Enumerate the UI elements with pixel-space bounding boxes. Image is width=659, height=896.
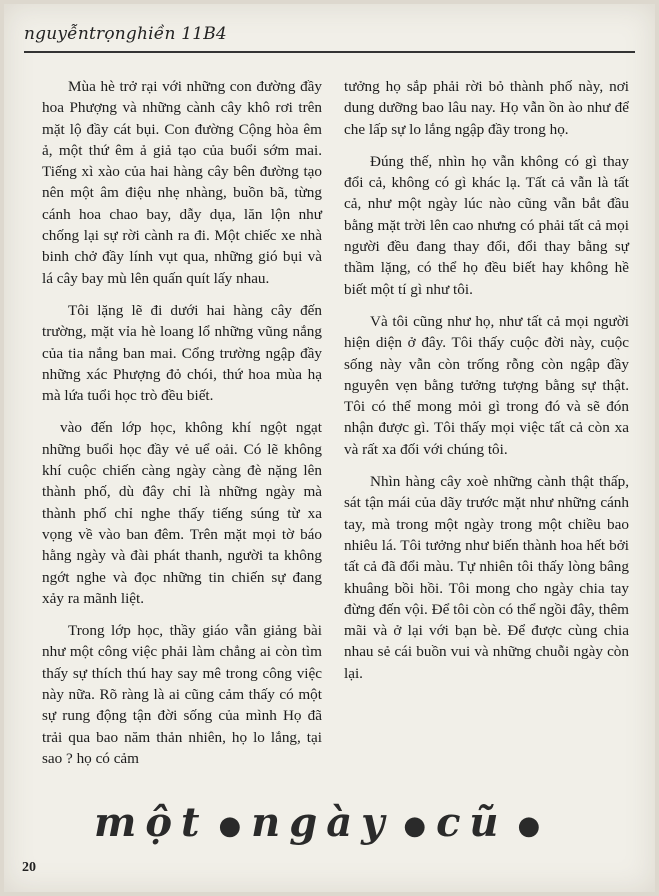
paragraph: Tôi lặng lẽ đi dưới hai hàng cây đến trường, mặt vỉa hè loang lổ những vũng nắng của tia nắng ban mai. Cổng trường ngập đầy những xác Phượng đỏ chói, thứ hoa mùa hạ mà lứa tuổi học trò đều biết. xyxy=(42,301,322,405)
page-number: 20 xyxy=(22,860,36,875)
author-header: nguyễntrọnghiền 11B4 xyxy=(24,24,227,44)
paragraph: Đúng thế, nhìn họ vẫn không có gì thay đổi cả, không có gì khác lạ. Tất cả vẫn là tất cả, như một ngày lúc nào cũng vẫn bắt đầu bằng mặt trời lên cao nhưng có phải tất cả mọi người đều đang thay đổi, đổi thay bằng sự thầm lặng, có thể họ đều biết hay không hề biết một tí gì như tôi. xyxy=(344,152,629,298)
bullet-separator: ● xyxy=(403,811,427,841)
paragraph: tưởng họ sắp phải rời bỏ thành phố này, nơi dung dưỡng bao lâu nay. Họ vẫn ồn ào như để che lấp sự lo lắng ngập đầy trong họ. xyxy=(344,78,629,138)
paragraph: Trong lớp học, thầy giáo vẫn giảng bài như một công việc phải làm chẳng ai còn tìm thấy sự thích thú hay say mê trong công việc này nữa. Rõ ràng là ai cũng cảm thấy có một sự rung động tận đời sống của mình Họ đã trải qua bao năm thản nhiên, họ lo lắng, tại sao ? họ có cảm xyxy=(42,622,322,767)
bullet-separator: ● xyxy=(517,811,541,841)
story-title xyxy=(94,799,550,846)
magazine-page xyxy=(4,4,655,892)
title-word: ngày xyxy=(251,799,394,846)
left-column xyxy=(42,76,322,780)
header-rule xyxy=(24,51,635,53)
paragraph: Và tôi cũng như họ, như tất cả mọi người hiện diện ở đây. Tôi thấy cuộc đời này, cuộc sống này vẫn còn trống rỗng còn ngập đầy nguyên vẹn bằng tưởng tượng bằng sự thật. Tôi có thể mong mỏi gì trong đó và sẽ đón nhận được gì. Tôi thấy mọi việc tất cả còn xa và rất xa đối với chúng tôi. xyxy=(344,312,629,458)
paragraph: Nhìn hàng cây xoè những cành thật thấp, sát tận mái của dãy trước mặt như những cánh tay, mà trong một ngày trong một chiều bao nhiêu lá. Tôi tưởng như biến thành hoa hết bởi tất cả đã đổi màu. Tự nhiên tôi thấy lòng bâng khuâng bồi hồi. Tôi mong cho ngày chia tay đừng đến vội. Để tôi còn có thể ngồi đây, thêm mãi và ở lại với bạn bè. Để được cùng chia nhau sẻ cái buồn vui và những chuỗi ngày còn lại. xyxy=(344,473,629,682)
bullet-separator: ● xyxy=(218,811,242,841)
right-column xyxy=(344,76,629,695)
title-word: một xyxy=(94,799,209,846)
title-word: cũ xyxy=(436,799,508,846)
paragraph: Mùa hè trở rại với những con đường đầy hoa Phượng và những cành cây khô rơi trên mặt lộ đầy cát bụi. Con đường Cộng hòa êm ả, một thứ êm ả giả tạo của buổi sớm mai. Tiếng xì xào của hai hàng cây bên đường tạo nên một âm điệu nhẹ nhàng, buồn bã, từng cánh hoa chao bay, dẫy dụa, lăn lộn như chống lại sự rời cành ra đi. Một chiếc xe nhà binh chở đầy lính vụt qua, những gió bụi và lá cây bay mù lên quấn quít lấy nhau. xyxy=(42,78,322,287)
paragraph: vào đến lớp học, không khí ngột ngạt những buổi học đầy vẻ uể oải. Có lẽ không khí cuộc chiến càng ngày càng đè nặng lên thành phố, dù đây chỉ là những ngày mà thành phố chỉ nghe thấy tiếng súng từ xa vọng về vào ban đêm. Trên mặt mọi tờ báo hằng ngày và đài phát thanh, người ta không ngớt nghe và đọc những tin chiến sự đang xảy ra mãnh liệt. xyxy=(42,419,322,607)
